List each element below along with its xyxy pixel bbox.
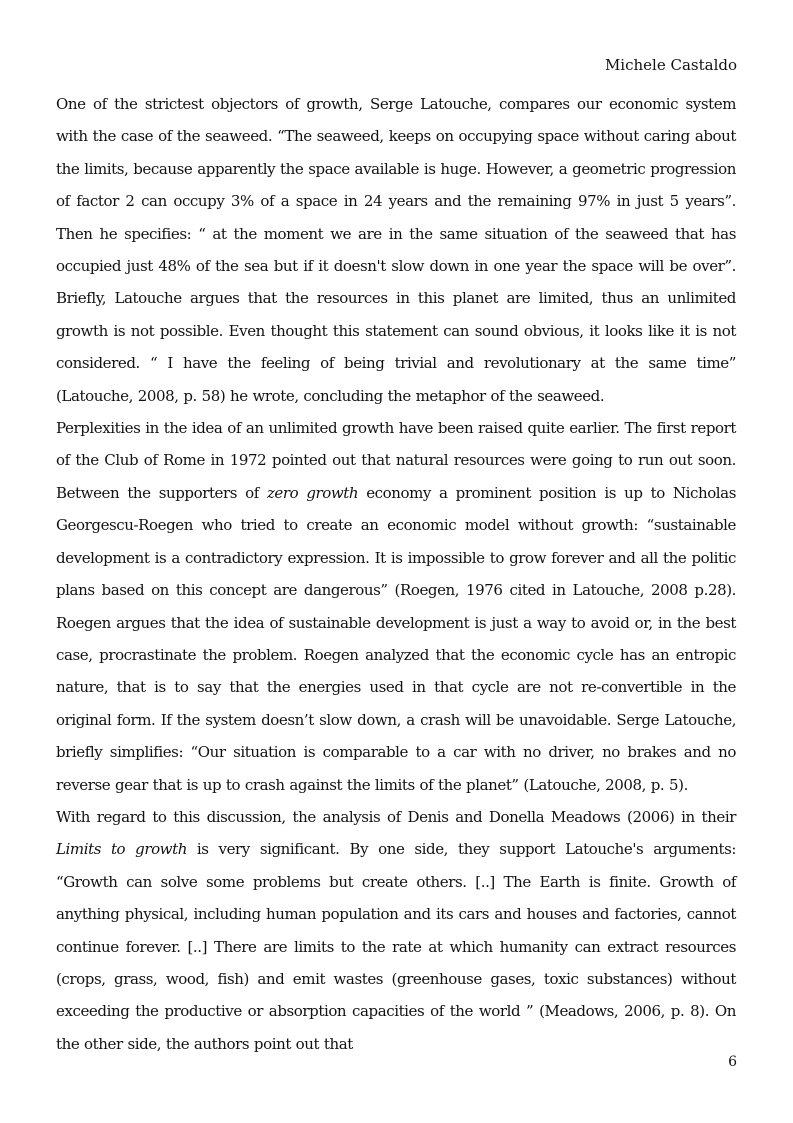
book-title-limits-to-growth: Limits to growth [56,840,187,859]
emphasis-zero-growth: zero growth [266,483,359,502]
paragraph-zero-growth [56,412,736,801]
body-text [56,88,736,1060]
running-header-author: Michele Castaldo [604,56,737,74]
paragraph-text: economy a prominent position is up to Nicholas Georgescu-Roegen who tried to create an economic model without growth: “sustainable development is a contradictory expression. It is impossible to grow forever and all the politic plans based on this concept are dangerous” (Roegen, 1976 cited in Latouche, 2008 p.28). Roegen argues that the idea of sustainable development is just a way to avoid or, in the best case, procrastinate the problem. Roegen analyzed that the economic cycle has an entropic nature, that is to say that the energies used in that cycle are not re-convertible in the original form. If the system doesn’t slow down, a crash will be unavoidable. Serge Latouche, briefly simplifies: “Our situation is comparable to a car with no driver, no brakes and no reverse gear that is up to crash against the limits of the planet” (Latouche, 2008, p. 5). [56,483,736,794]
page-number: 6 [728,1054,737,1070]
paragraph-text: Perplexities in the idea of an unlimited growth have been raised quite earlier. The first report of the Club of Rome in 1972 pointed out that natural resources were going to run out soon. Between the supporters of [56,419,736,502]
paragraph-seaweed-metaphor: One of the strictest objectors of growth, Serge Latouche, compares our economic system with the case of the seaweed. “The seaweed, keeps on occupying space without caring about the limits, because apparently the space available is huge. However, a geometric progression of factor 2 can occupy 3% of a space in 24 years and the remaining 97% in just 5 years”. Then he specifies: “ at the moment we are in the same situation of the seaweed that has occupied just 48% of the sea but if it doesn't slow down in one year the space will be over”. Briefly, Latouche argues that the resources in this planet are limited, thus an unlimited growth is not possible. Even thought this statement can sound obvious, it looks like it is not considered. “ I have the feeling of being trivial and revolutionary at the same time” (Latouche, 2008, p. 58) he wrote, concluding the metaphor of the seaweed. [56,95,736,405]
paragraph-limits-to-growth [56,801,736,1060]
paragraph-text: is very significant. By one side, they support Latouche's arguments: “Growth can solve some problems but create others. [..] The Earth is finite. Growth of anything physical, including human population and its cars and houses and factories, cannot continue forever. [..] There are limits to the rate at which humanity can extract resources (crops, grass, wood, fish) and emit wastes (greenhouse gases, toxic substances) without exceeding the productive or absorption capacities of the world ” (Meadows, 2006, p. 8). On the other side, the authors point out that [56,840,736,1053]
paragraph-text: With regard to this discussion, the analysis of Denis and Donella Meadows (2006) in their [56,807,736,826]
